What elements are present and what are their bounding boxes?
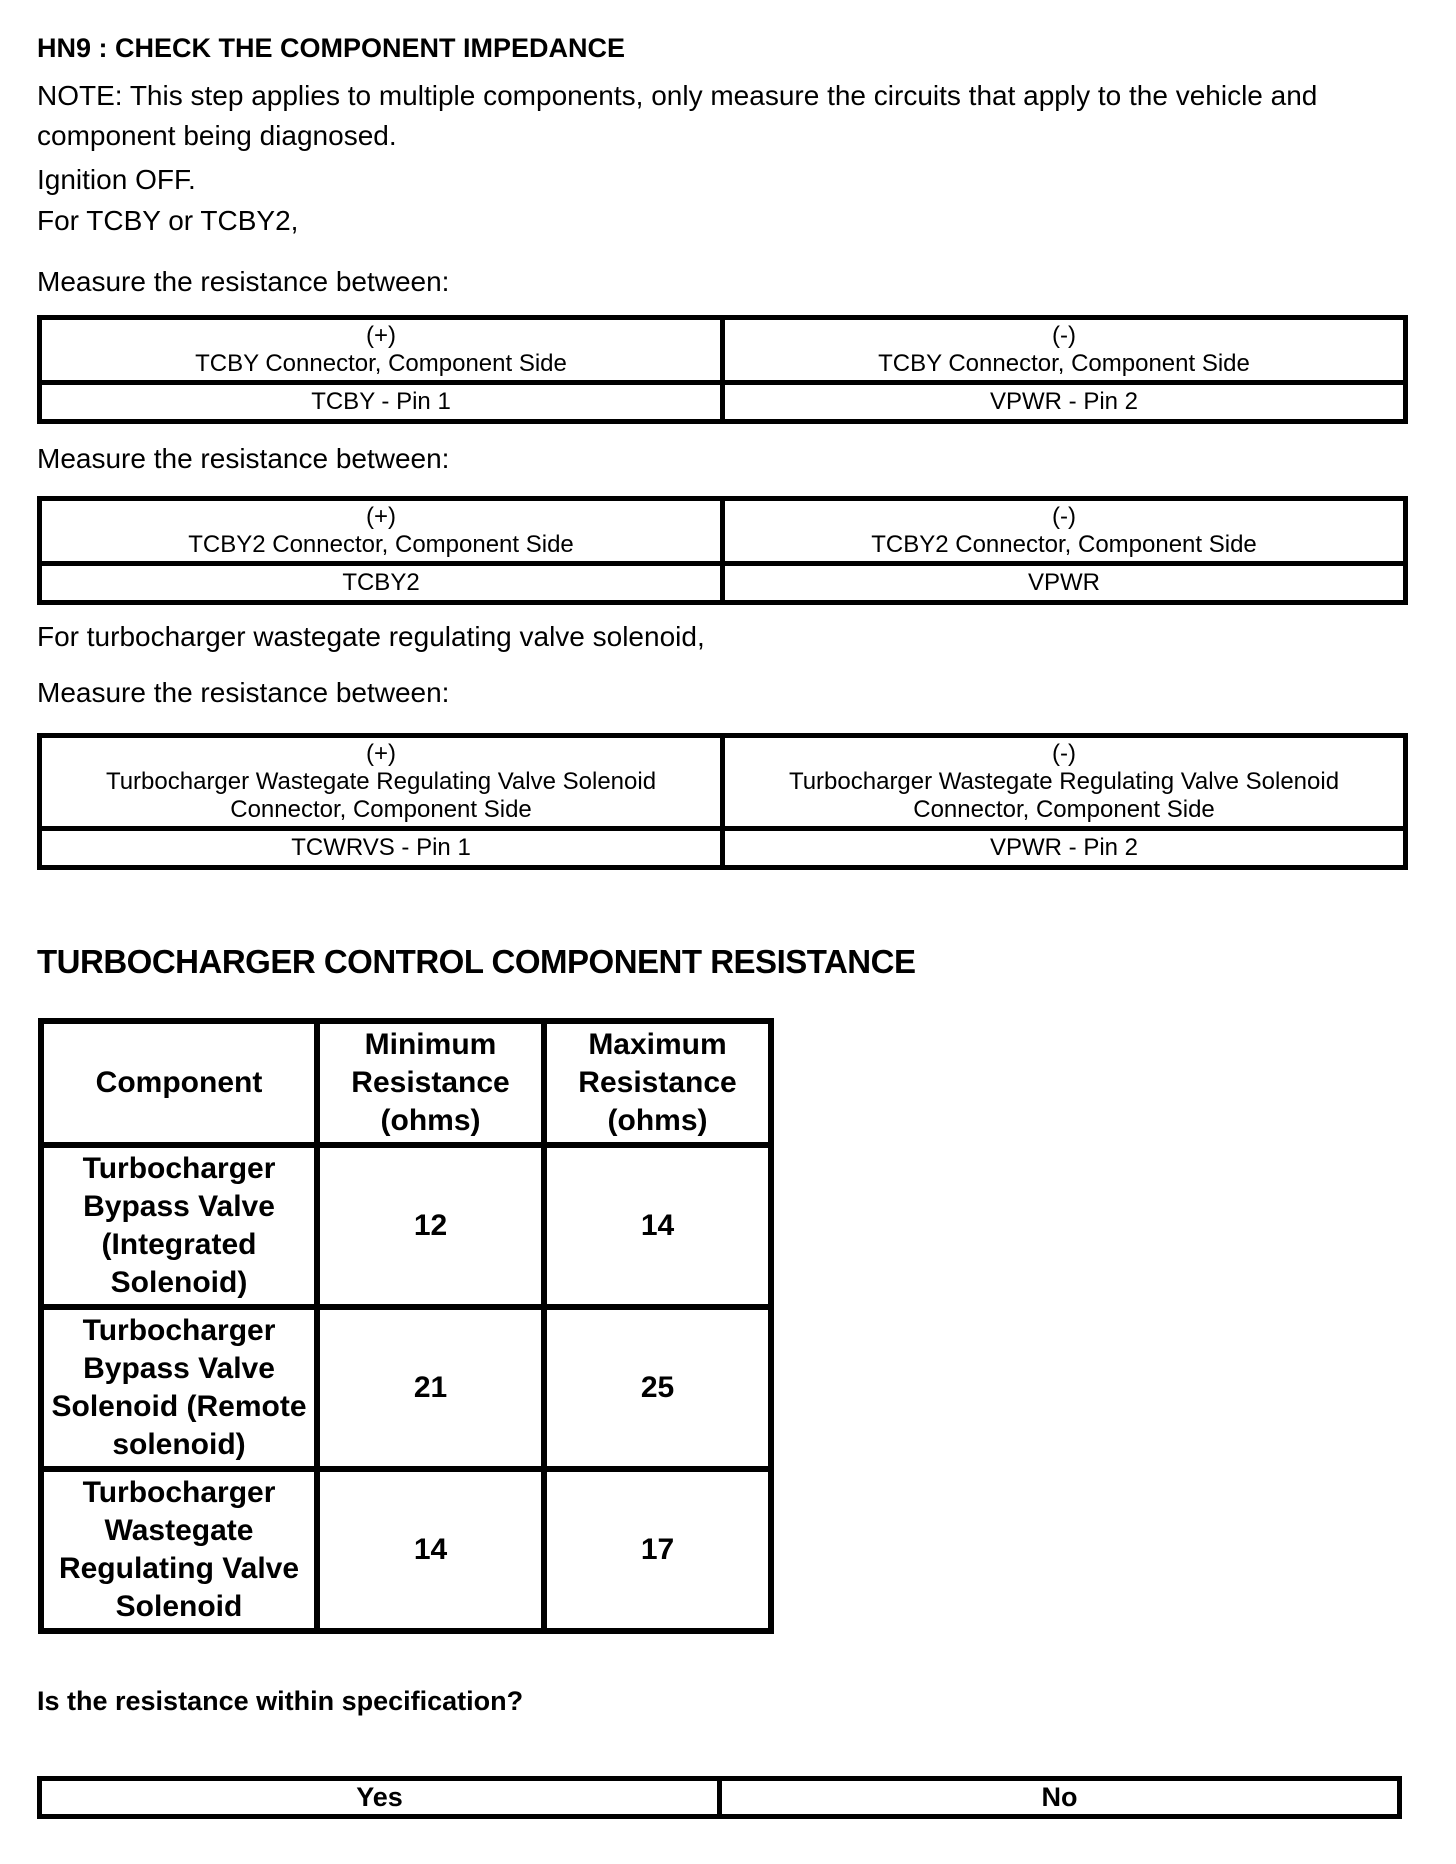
measure-instruction-2: Measure the resistance between:	[37, 443, 450, 474]
min-ohms-cell: 14	[317, 1469, 544, 1631]
positive-sign: (+)	[366, 322, 396, 349]
resistance-section-heading: TURBOCHARGER CONTROL COMPONENT RESISTANCE	[37, 943, 916, 980]
table-row	[41, 1469, 771, 1631]
min-ohms-cell: 21	[317, 1307, 544, 1469]
component-column-header: Component	[41, 1021, 317, 1145]
negative-point-cell: VPWR - Pin 2	[723, 829, 1406, 868]
measure-instruction-3: Measure the resistance between:	[37, 677, 450, 708]
tcwrvs-measurement-table	[37, 733, 1408, 870]
resistance-spec-table	[38, 1018, 774, 1634]
table-header-row	[40, 736, 1406, 829]
negative-header-cell	[723, 499, 1406, 564]
positive-header-cell	[40, 736, 723, 829]
positive-sign: (+)	[366, 503, 396, 530]
positive-header-label: Turbocharger Wastegate Regulating Valve Solenoid Connector, Component Side	[105, 768, 657, 823]
table-row	[40, 383, 1406, 422]
negative-point-cell: VPWR	[723, 564, 1406, 603]
table-header-row	[41, 1021, 771, 1145]
table-header-row	[40, 318, 1406, 383]
max-ohms-cell: 14	[544, 1145, 771, 1307]
negative-header-cell	[723, 318, 1406, 383]
step-title: HN9 : CHECK THE COMPONENT IMPEDANCE	[37, 33, 626, 63]
max-ohms-cell: 17	[544, 1469, 771, 1631]
negative-header-label: TCBY Connector, Component Side	[878, 350, 1250, 377]
positive-point-cell: TCWRVS - Pin 1	[40, 829, 723, 868]
min-resistance-column-header: Minimum Resistance (ohms)	[317, 1021, 544, 1145]
tcby2-measurement-table	[37, 496, 1408, 605]
component-cell: Turbocharger Wastegate Regulating Valve Solenoid	[41, 1469, 317, 1631]
tcby-measurement-table	[37, 315, 1408, 424]
answer-row	[40, 1779, 1400, 1817]
measure-instruction-1: Measure the resistance between:	[37, 266, 450, 297]
note-paragraph: NOTE: This step applies to multiple components, only measure the circuits that apply to the vehicle and component being diagnosed.	[37, 80, 1318, 151]
answer-table	[37, 1776, 1402, 1819]
max-resistance-column-header: Maximum Resistance (ohms)	[544, 1021, 771, 1145]
positive-header-label: TCBY2 Connector, Component Side	[188, 531, 574, 558]
table-row	[41, 1307, 771, 1469]
table-row	[40, 829, 1406, 868]
yes-answer-cell[interactable]: Yes	[40, 1779, 720, 1817]
tcby-intro-line: For TCBY or TCBY2,	[37, 205, 299, 236]
positive-point-cell: TCBY2	[40, 564, 723, 603]
negative-point-cell: VPWR - Pin 2	[723, 383, 1406, 422]
positive-point-cell: TCBY - Pin 1	[40, 383, 723, 422]
max-ohms-cell: 25	[544, 1307, 771, 1469]
positive-header-cell	[40, 318, 723, 383]
positive-sign: (+)	[366, 740, 396, 767]
negative-header-label: TCBY2 Connector, Component Side	[871, 531, 1257, 558]
negative-sign: (-)	[1052, 322, 1076, 349]
negative-sign: (-)	[1052, 503, 1076, 530]
negative-header-label: Turbocharger Wastegate Regulating Valve Solenoid Connector, Component Side	[788, 768, 1340, 823]
component-cell: Turbocharger Bypass Valve Solenoid (Remote solenoid)	[41, 1307, 317, 1469]
table-header-row	[40, 499, 1406, 564]
tcwrvs-intro-line: For turbocharger wastegate regulating valve solenoid,	[37, 621, 705, 652]
table-row	[40, 564, 1406, 603]
min-ohms-cell: 12	[317, 1145, 544, 1307]
specification-question: Is the resistance within specification?	[37, 1686, 524, 1716]
component-cell: Turbocharger Bypass Valve (Integrated Solenoid)	[41, 1145, 317, 1307]
positive-header-label: TCBY Connector, Component Side	[195, 350, 567, 377]
ignition-off-line: Ignition OFF.	[37, 164, 196, 195]
negative-header-cell	[723, 736, 1406, 829]
positive-header-cell	[40, 499, 723, 564]
table-row	[41, 1145, 771, 1307]
negative-sign: (-)	[1052, 740, 1076, 767]
no-answer-cell[interactable]: No	[720, 1779, 1400, 1817]
